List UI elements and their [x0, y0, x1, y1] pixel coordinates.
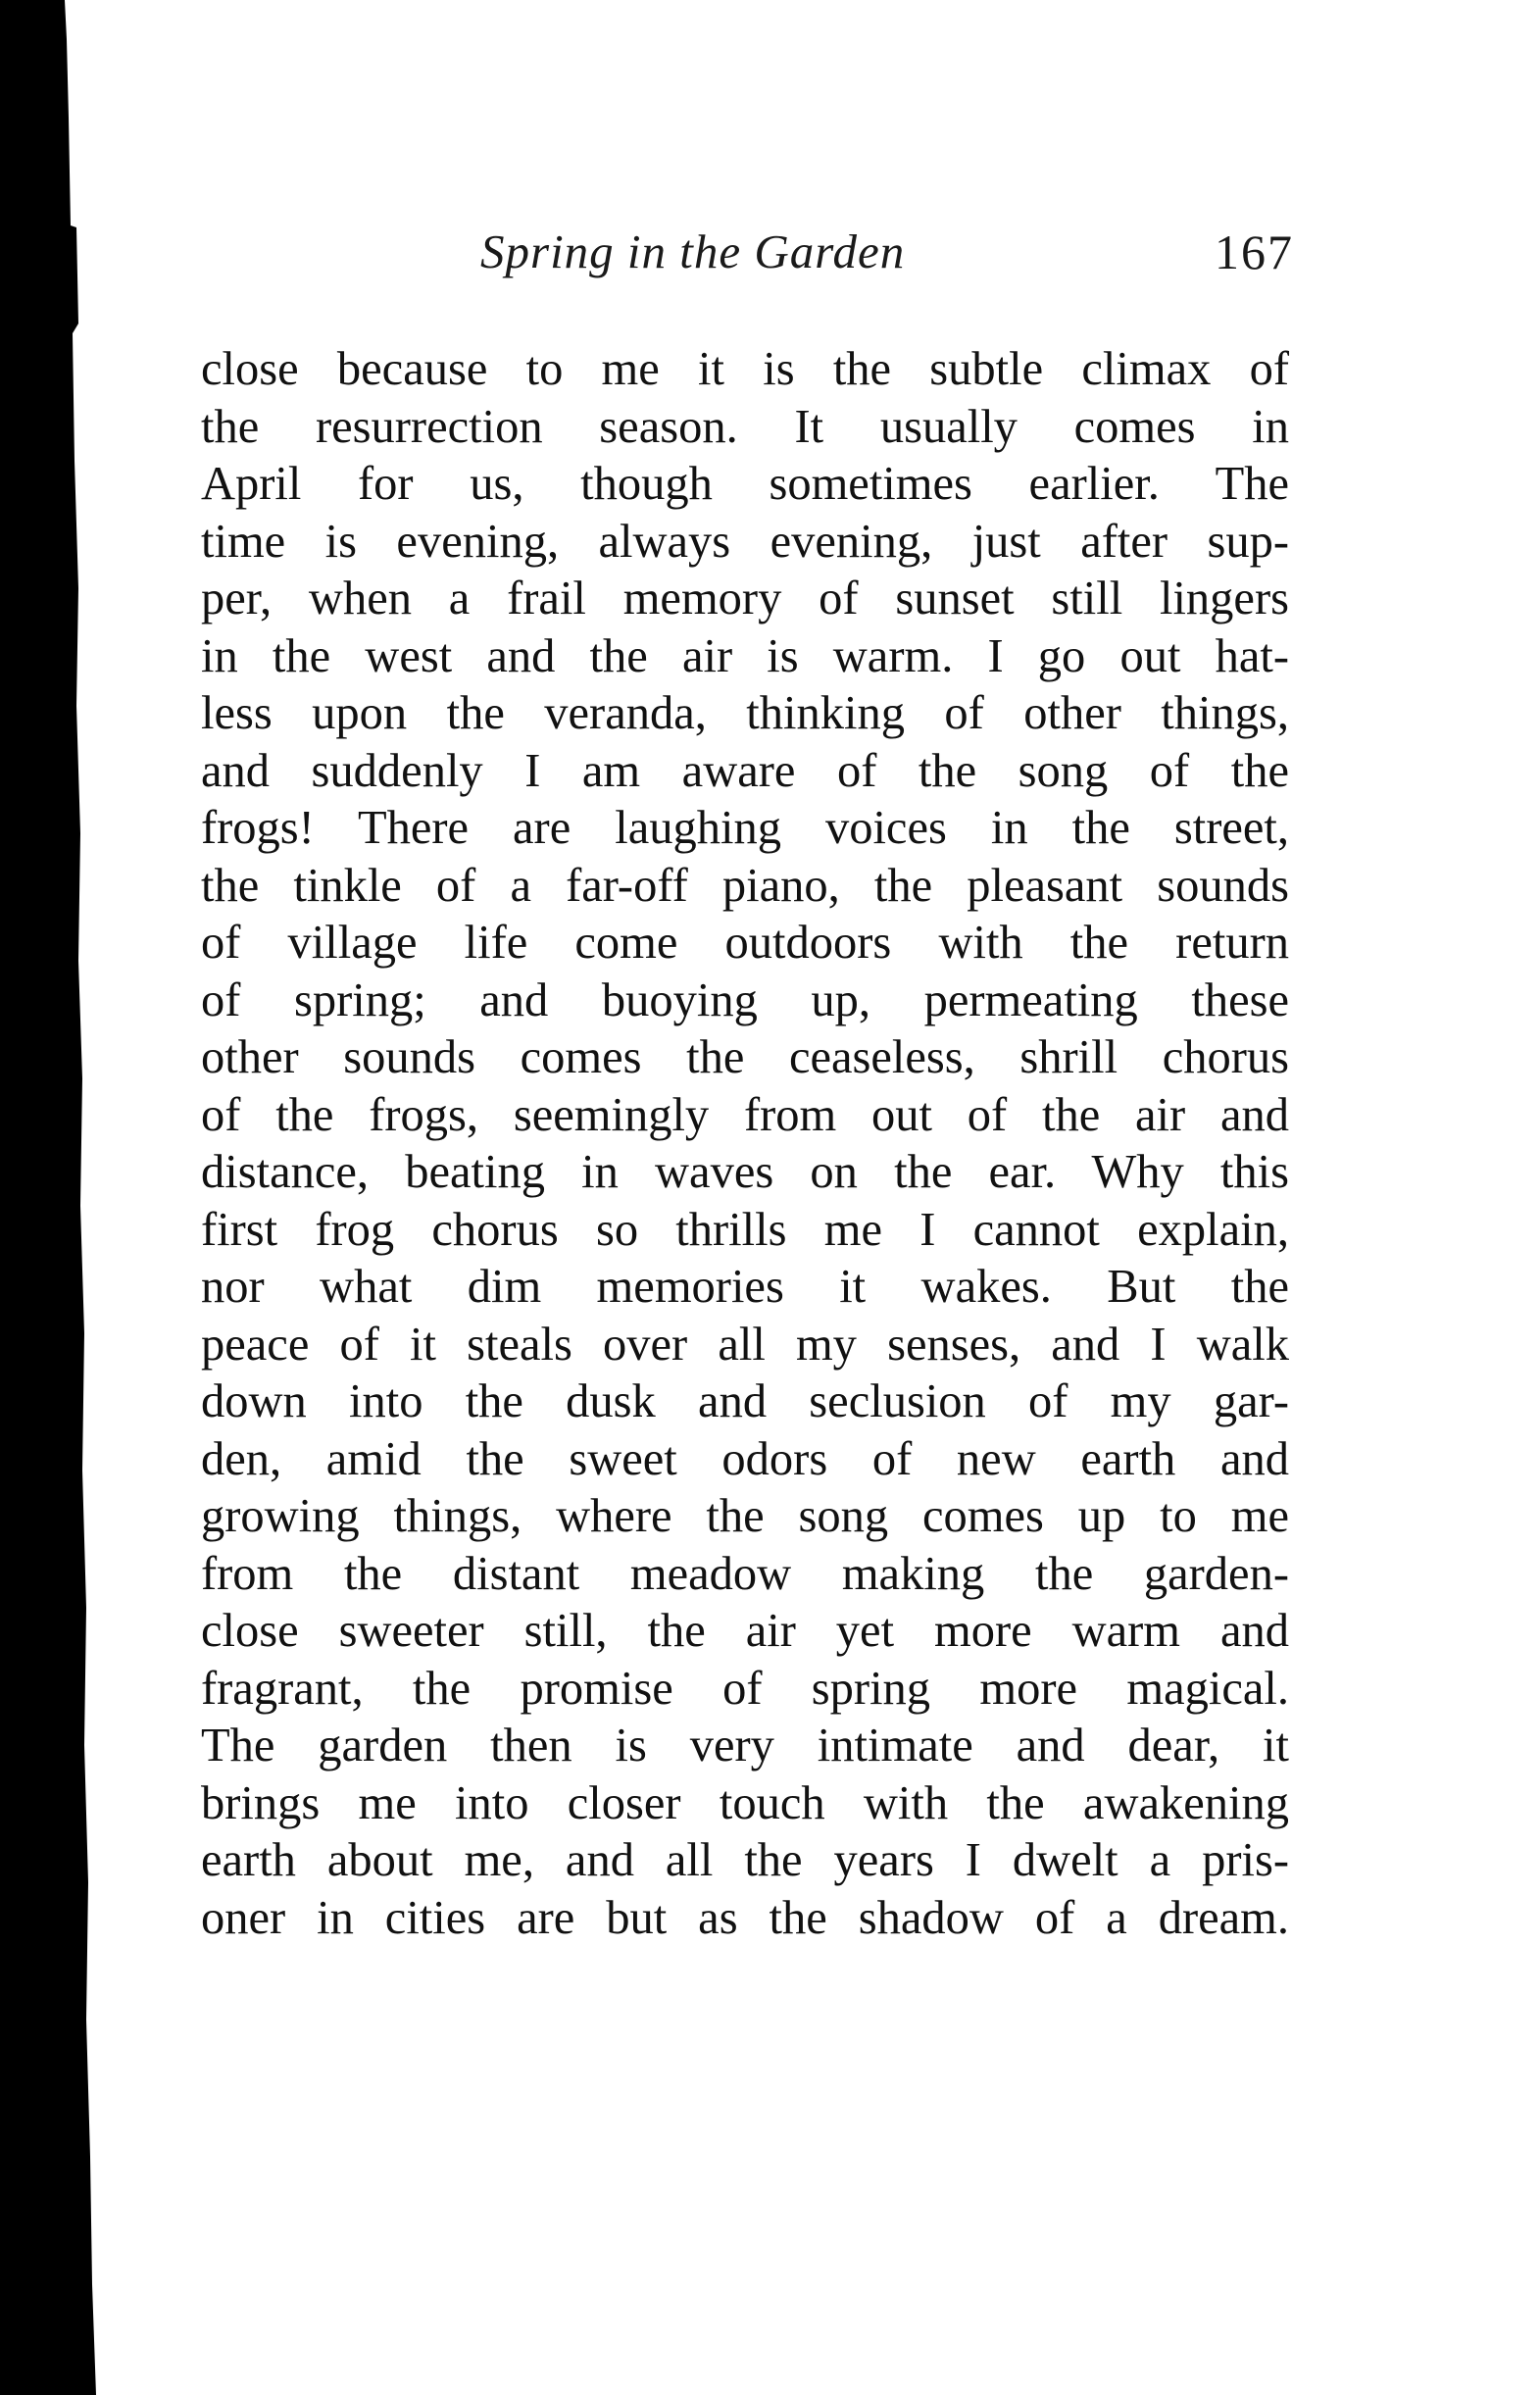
text-line: oner in cities are but as the shadow of a dream. — [201, 1891, 1289, 1944]
text-line: close because to me it is the subtle climax of — [201, 343, 1289, 395]
text-line: of the frogs, seemingly from out of the air and — [201, 1088, 1289, 1141]
text-line: time is evening, always evening, just after sup- — [201, 515, 1289, 568]
text-line: brings me into closer touch with the awakening — [201, 1776, 1289, 1829]
body-text — [201, 341, 1289, 1947]
scanned-page-edge — [0, 0, 106, 2395]
text-line: den, amid the sweet odors of new earth and — [201, 1432, 1289, 1485]
text-line: April for us, though sometimes earlier. The — [201, 458, 1289, 510]
text-line: The garden then is very intimate and dear, it — [201, 1720, 1289, 1771]
text-line: distance, beating in waves on the ear. Why this — [201, 1146, 1289, 1198]
text-line: in the west and the air is warm. I go out hat- — [201, 629, 1289, 682]
text-line: earth about me, and all the years I dwelt a pris- — [201, 1834, 1289, 1886]
text-line: of village life come outdoors with the return — [201, 917, 1289, 969]
text-line: close sweeter still, the air yet more warm and — [201, 1605, 1289, 1657]
text-line: fragrant, the promise of spring more magical. — [201, 1662, 1289, 1715]
text-line: the tinkle of a far-off piano, the pleasant sounds — [201, 859, 1289, 912]
text-line: the resurrection season. It usually comes in — [201, 400, 1289, 453]
text-line: and suddenly I am aware of the song of the — [201, 744, 1289, 797]
text-line: down into the dusk and seclusion of my gar- — [201, 1375, 1289, 1427]
text-line: other sounds comes the ceaseless, shrill chorus — [201, 1031, 1289, 1083]
text-line: less upon the veranda, thinking of other things, — [201, 687, 1289, 739]
page-number: 167 — [1215, 225, 1294, 279]
text-line: frogs! There are laughing voices in the street, — [201, 802, 1289, 854]
text-line: from the distant meadow making the garden- — [201, 1547, 1289, 1600]
text-line: growing things, where the song comes up to me — [201, 1490, 1289, 1542]
running-head — [480, 224, 1294, 292]
text-line: of spring; and buoying up, permeating these — [201, 973, 1289, 1026]
text-line: first frog chorus so thrills me I cannot explain, — [201, 1203, 1289, 1256]
running-title: Spring in the Garden — [480, 225, 906, 278]
text-line: nor what dim memories it wakes. But the — [201, 1261, 1289, 1313]
text-line: peace of it steals over all my senses, and I walk — [201, 1318, 1289, 1371]
text-line: per, when a frail memory of sunset still lingers — [201, 573, 1289, 624]
